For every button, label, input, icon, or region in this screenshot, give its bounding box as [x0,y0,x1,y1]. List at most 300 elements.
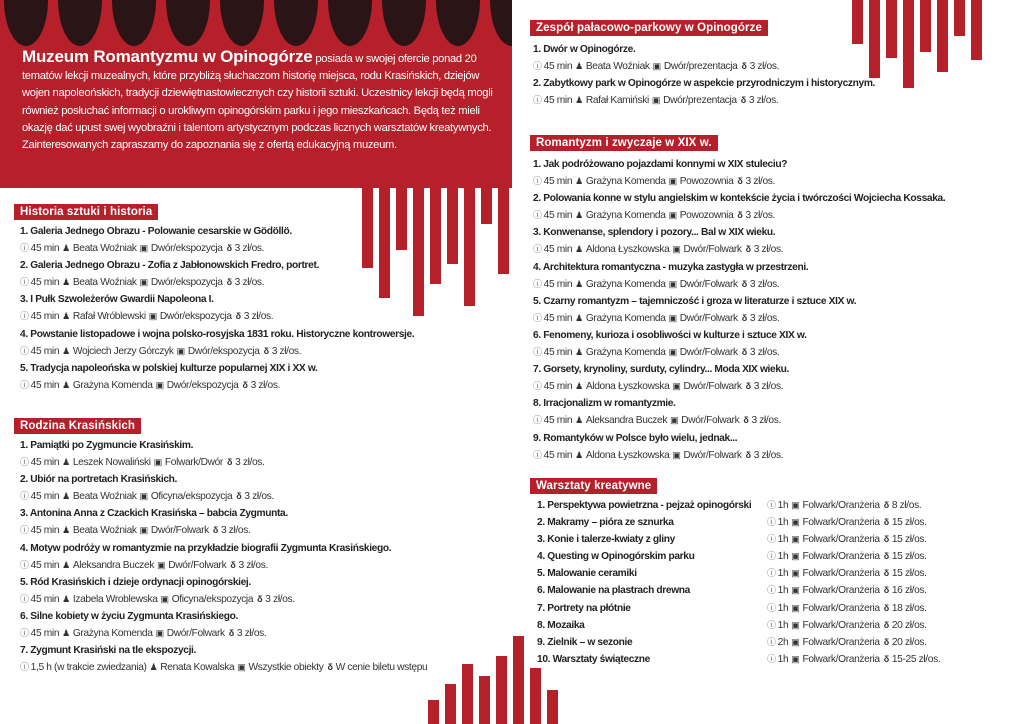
lesson-teacher: Leszek Nowaliński [72,457,151,469]
clock-icon: ⓘ [20,593,29,604]
lesson-duration: 45 min [543,210,573,222]
money-bag-icon: δ [263,345,269,356]
lesson-price: 3 zł/os. [234,243,265,255]
money-bag-icon: δ [883,602,889,613]
clock-icon: ⓘ [20,559,29,570]
lesson-duration: 45 min [543,244,573,256]
money-bag-icon: δ [883,653,889,664]
workshop-title: 3. Konie i talerze-kwiaty z gliny [537,534,675,546]
decorative-arch [490,0,512,46]
lesson-teacher: Grażyna Komenda [585,312,666,324]
workshop-item [537,514,1007,531]
money-bag-icon: δ [883,500,889,510]
camera-icon: ▣ [791,534,800,545]
lesson-details [533,241,1003,258]
workshop-location: Folwark/Oranżeria [802,534,880,546]
lesson-teacher: Aldona Łyszkowska [585,449,670,461]
lesson-duration: 45 min [30,525,60,537]
lesson-details [20,625,500,642]
camera-icon: ▣ [668,278,677,289]
person-icon: ♟ [149,662,158,673]
lesson-duration: 45 min [30,345,60,357]
clock-icon: ⓘ [20,662,29,673]
money-bag-icon: δ [883,517,889,528]
lesson-location: Dwór/Folwark [681,415,740,427]
workshop-details [767,497,921,514]
person-icon: ♟ [575,244,583,255]
lesson-list-historia [20,223,480,394]
clock-icon: ⓘ [767,500,776,510]
lesson-title: 1. Pamiątki po Zygmuncie Krasińskim. [20,440,194,451]
money-bag-icon: δ [745,381,751,392]
workshop-title: 1. Perspektywa powietrzna - pejzaż opinogórski [537,500,752,511]
lesson-details [20,454,500,471]
workshop-location: Folwark/Oranżeria [802,585,880,597]
lesson-title: 5. Tradycja napoleońska w polskiej kulturze popularnej XIX i XX w. [20,362,318,374]
workshop-location: Folwark/Oranżeria [802,602,880,614]
person-icon: ♟ [62,593,70,604]
clock-icon: ⓘ [533,176,542,187]
lesson-location: Dwór/ekspozycja [166,379,239,391]
lesson-list-zespol [533,41,1003,109]
section-title-rodzina: Rodzina Krasińskich [14,418,141,434]
camera-icon: ▣ [668,210,677,221]
money-bag-icon: δ [741,61,747,72]
workshop-duration: 1h [777,551,789,563]
lesson-duration: 45 min [543,278,573,290]
lesson-details [20,557,500,574]
person-icon: ♟ [575,347,583,358]
money-bag-icon: δ [327,662,333,673]
clock-icon: ⓘ [533,244,542,255]
lesson-teacher: Grażyna Komenda [72,379,153,391]
workshop-duration: 1h [777,568,789,580]
lesson-price: 3 zł/os. [745,210,776,222]
lesson-price: 3 zł/os. [221,525,251,537]
lesson-price: 3 zł/os. [745,176,776,188]
lesson-location: Dwór/Folwark [683,381,742,393]
lesson-price: 3 zł/os. [748,95,779,107]
clock-icon: ⓘ [533,61,542,72]
lesson-details [20,659,500,676]
decorative-bar [428,700,439,724]
workshop-duration: 2h [777,636,789,648]
workshop-price: 20 zł/os. [891,636,927,648]
lesson-location: Oficyna/ekspozycja [171,593,254,605]
decorative-arch [328,0,372,46]
workshop-location: Folwark/Oranżeria [802,619,880,631]
workshop-price: 15 zł/os. [891,517,927,529]
workshop-title: 4. Questing w Opinogórskim parku [537,551,695,563]
workshop-item [537,617,1007,634]
lesson-duration: 45 min [30,311,60,323]
camera-icon: ▣ [157,559,166,570]
workshop-item [537,497,1007,514]
camera-icon: ▣ [139,491,148,502]
lesson-location: Dwór/prezentacja [663,95,737,107]
money-bag-icon: δ [228,628,234,639]
lesson-location: Dwór/ekspozycja [150,277,223,289]
section-title-romantyzm: Romantyzm i zwyczaje w XIX w. [530,135,718,151]
lesson-details [20,274,480,291]
workshop-price: 8 zł/os. [891,500,922,511]
lesson-teacher: Aleksandra Buczek [585,415,668,427]
workshop-item [537,548,1007,565]
workshop-item [537,634,1007,651]
decorative-arch [274,0,318,46]
person-icon: ♟ [575,381,583,392]
camera-icon: ▣ [791,619,800,630]
person-icon: ♟ [575,61,583,72]
lesson-title: 9. Romantyków w Polsce było wielu, jednak... [533,432,738,444]
lesson-title: 2. Galeria Jednego Obrazu - Zofia z Jabłonowskich Fredro, portret. [20,260,320,272]
lesson-title: 5. Ród Krasińskich i dzieje ordynacji opinogórskiej. [20,576,251,588]
person-icon: ♟ [575,278,583,289]
lesson-title: 1. Dwór w Opinogórze. [533,44,636,55]
lesson-teacher: Wojciech Jerzy Górczyk [72,345,174,357]
money-bag-icon: δ [226,277,232,288]
person-icon: ♟ [62,491,70,502]
workshop-details [767,565,927,582]
lesson-title: 4. Powstanie listopadowe i wojna polsko-rosyjska 1831 roku. Historyczne kontrowersje. [20,328,415,340]
workshop-details [767,514,927,531]
workshop-details [767,531,927,548]
person-icon: ♟ [62,345,70,356]
lesson-duration: 45 min [30,379,60,391]
lesson-teacher: Grażyna Komenda [585,278,666,290]
decorative-arch [436,0,480,46]
workshop-item [537,531,1007,548]
money-bag-icon: δ [883,585,889,596]
clock-icon: ⓘ [20,525,29,536]
workshop-title: 2. Makramy – pióra ze sznurka [537,517,674,529]
lesson-details [20,522,500,539]
camera-icon: ▣ [791,585,800,596]
workshop-details [767,582,927,599]
workshop-duration: 1h [777,619,789,631]
workshop-details [767,634,927,651]
money-bag-icon: δ [230,559,236,570]
person-icon: ♟ [62,243,70,254]
intro-banner [0,0,512,188]
lesson-details [20,377,480,394]
camera-icon: ▣ [791,602,800,613]
lesson-title: 4. Motyw podróży w romantyzmie na przykładzie biografii Zygmunta Krasińskiego. [20,542,392,554]
lesson-duration: 45 min [30,559,60,571]
money-bag-icon: δ [737,210,743,221]
decorative-arch [58,0,102,46]
lesson-duration: 45 min [543,176,573,188]
lesson-teacher: Grażyna Komenda [72,628,153,640]
workshop-location: Folwark/Oranżeria [802,653,880,665]
workshop-item [537,582,1007,599]
lesson-list-romantyzm [533,156,1003,464]
workshop-details [767,548,927,565]
workshop-price: 15-25 zł/os. [891,653,941,665]
person-icon: ♟ [62,379,70,390]
person-icon: ♟ [575,210,583,221]
lesson-title: 1. Jak podróżowano pojazdami konnymi w XIX stuleciu? [533,159,788,170]
workshop-details [767,617,927,634]
lesson-duration: 45 min [30,277,60,289]
workshop-details [767,600,927,617]
clock-icon: ⓘ [20,311,29,322]
camera-icon: ▣ [672,381,681,392]
museum-title: Muzeum Romantyzmu w Opinogórze [22,47,313,66]
lesson-price: 3 zł/os. [234,277,265,289]
person-icon: ♟ [62,525,70,536]
clock-icon: ⓘ [533,312,542,323]
camera-icon: ▣ [791,517,800,528]
clock-icon: ⓘ [533,415,542,426]
clock-icon: ⓘ [767,585,776,596]
workshop-location: Folwark/Oranżeria [802,551,880,563]
lesson-title: 7. Gorsety, krynoliny, surduty, cylindry... Moda XIX wieku. [533,364,789,376]
lesson-title: 4. Architektura romantyczna - muzyka zastygła w przestrzeni. [533,261,809,273]
camera-icon: ▣ [791,653,800,664]
lesson-duration: 1,5 h (w trakcie zwiedzania) [30,662,147,674]
lesson-title: 3. Konwenanse, splendory i pozory... Bal w XIX wieku. [533,227,776,239]
lesson-price: 3 zł/os. [753,244,784,256]
decorative-arch [382,0,426,46]
workshop-location: Folwark/Oranżeria [802,636,880,648]
workshop-price: 15 zł/os. [891,534,927,546]
lesson-location: Dwór/ekspozycja [159,311,232,323]
lesson-title: 6. Silne kobiety w życiu Zygmunta Krasińskiego. [20,610,238,622]
lesson-location: Dwór/Folwark [679,347,738,359]
money-bag-icon: δ [883,534,889,545]
money-bag-icon: δ [883,619,889,630]
camera-icon: ▣ [153,457,162,468]
decorative-bar [481,188,492,224]
lesson-title: 5. Czarny romantyzm – tajemniczość i groza w literaturze i sztuce XIX w. [533,295,857,307]
lesson-details [533,412,1003,429]
lesson-teacher: Beata Woźniak [72,277,137,289]
decorative-bar [954,0,965,36]
workshop-details [767,651,940,668]
camera-icon: ▣ [668,347,677,358]
camera-icon: ▣ [668,312,677,323]
workshop-duration: 1h [777,653,789,665]
money-bag-icon: δ [257,593,263,604]
lesson-title: 1. Galeria Jednego Obrazu - Polowanie cesarskie w Gödöllö. [20,226,292,237]
lesson-teacher: Aldona Łyszkowska [585,381,670,393]
workshop-duration: 1h [777,602,789,614]
lesson-price: 3 zł/os. [244,491,274,503]
lesson-duration: 45 min [543,347,573,359]
camera-icon: ▣ [791,551,800,562]
lesson-details [533,173,1003,190]
person-icon: ♟ [62,457,70,468]
lesson-price: 3 zł/os. [749,61,780,73]
clock-icon: ⓘ [767,619,776,630]
lesson-details [533,378,1003,395]
workshop-price: 15 zł/os. [891,568,927,580]
intro-text [22,48,498,154]
person-icon: ♟ [62,559,70,570]
camera-icon: ▣ [652,61,661,72]
workshop-duration: 1h [777,534,789,546]
lesson-teacher: Grażyna Komenda [585,210,666,222]
money-bag-icon: δ [226,457,233,468]
decorative-bar [513,636,524,724]
lesson-teacher: Beata Woźniak [72,243,137,255]
lesson-duration: 45 min [543,61,573,73]
lesson-location: Wszystkie obiekty [248,662,324,674]
workshop-title: 5. Malowanie ceramiki [537,568,637,580]
workshop-item [537,651,1007,668]
money-bag-icon: δ [883,568,889,579]
decorative-bar [547,690,558,724]
lesson-teacher: Aldona Łyszkowska [585,244,670,256]
lesson-location: Oficyna/ekspozycja [150,491,233,503]
clock-icon: ⓘ [533,381,542,392]
workshop-title: 8. Mozaika [537,619,585,631]
money-bag-icon: δ [741,347,747,358]
clock-icon: ⓘ [767,653,776,664]
workshop-duration: 1h [777,500,789,511]
lesson-duration: 45 min [543,415,573,427]
clock-icon: ⓘ [533,347,542,358]
person-icon: ♟ [575,312,583,323]
workshop-duration: 1h [777,517,789,529]
clock-icon: ⓘ [20,457,29,468]
money-bag-icon: δ [741,312,747,323]
lesson-details [533,58,1003,75]
lesson-duration: 45 min [543,381,573,393]
decorative-arch [4,0,48,46]
lesson-teacher: Rafał Wróblewski [72,311,146,323]
lesson-teacher: Rafał Kamiński [585,95,649,107]
camera-icon: ▣ [672,244,681,255]
lesson-title: 6. Fenomeny, kurioza i osobliwości w kulturze i sztuce XIX w. [533,329,807,341]
camera-icon: ▣ [668,176,677,187]
clock-icon: ⓘ [767,517,776,528]
lesson-location: Dwór/prezentacja [663,61,738,73]
lesson-duration: 45 min [30,628,60,640]
lesson-location: Dwór/Folwark [679,312,738,324]
money-bag-icon: δ [235,311,241,322]
workshop-item [537,565,1007,582]
decorative-arch [166,0,210,46]
lesson-teacher: Izabela Wroblewska [72,593,158,605]
lesson-price: 3 zł/os. [265,593,295,605]
person-icon: ♟ [62,311,70,322]
decorative-bar [852,0,863,44]
camera-icon: ▣ [791,500,800,510]
clock-icon: ⓘ [533,95,542,106]
lesson-details [533,447,1003,464]
lesson-price: 3 zł/os. [238,559,268,571]
camera-icon: ▣ [148,311,157,322]
clock-icon: ⓘ [20,243,29,254]
camera-icon: ▣ [139,277,148,288]
intro-body: posiada w swojej ofercie ponad 20 tematów lekcji muzealnych, które przybliżą słuchaczom historię miejsca, rodu Krasińskich, dziejów wojen napoleońskich, tradycji dziewiętnastowiecznych czy historii sztuki. Uczestnicy lekcji będą mogli również posłuchać informacji o urokliwym opinogórskim parku i jego mieszkańcach. Będą też mieli okazję dać upust swej wyobraźni i talentom artystycznym podczas licznych warsztatów kreatywnych. Zainteresowanych zapraszamy do zapoznania się z ofertą edukacyjną muzeum. [22,53,493,152]
clock-icon: ⓘ [533,210,542,221]
lesson-duration: 45 min [30,593,60,605]
money-bag-icon: δ [737,176,743,187]
workshop-price: 20 zł/os. [891,619,927,631]
money-bag-icon: δ [745,449,751,460]
money-bag-icon: δ [745,244,751,255]
workshop-location: Folwark/Oranżeria [802,517,880,529]
lesson-price: 3 zł/os. [753,449,784,461]
lesson-price: 3 zł/os. [749,312,780,324]
clock-icon: ⓘ [767,568,776,579]
person-icon: ♟ [575,176,583,187]
lesson-duration: 45 min [543,312,573,324]
clock-icon: ⓘ [767,602,776,613]
section-title-warsztaty: Warsztaty kreatywne [530,478,657,494]
money-bag-icon: δ [883,636,889,647]
lesson-details [20,343,480,360]
lesson-price: 3 zł/os. [751,415,781,427]
lesson-price: 3 zł/os. [235,457,265,469]
workshop-price: 16 zł/os. [891,585,927,597]
lesson-title: 3. I Pułk Szwoleżerów Gwardii Napoleona I. [20,294,214,306]
workshop-duration: 1h [777,585,789,597]
money-bag-icon: δ [743,415,749,426]
person-icon: ♟ [575,449,583,460]
money-bag-icon: δ [226,243,232,254]
workshop-location: Folwark/Oranżeria [802,500,880,511]
person-icon: ♟ [575,95,583,106]
workshop-price: 18 zł/os. [891,602,927,614]
camera-icon: ▣ [670,415,679,426]
camera-icon: ▣ [176,345,185,356]
clock-icon: ⓘ [20,628,29,639]
camera-icon: ▣ [155,379,164,390]
money-bag-icon: δ [236,491,242,502]
camera-icon: ▣ [672,449,681,460]
lesson-duration: 45 min [543,449,573,461]
lesson-title: 2. Polowania konne w stylu angielskim w kontekście życia i twórczości Wojciecha Kossaka. [533,193,946,205]
lesson-location: Dwór/ekspozycja [187,345,260,357]
money-bag-icon: δ [242,379,248,390]
money-bag-icon: δ [740,95,746,106]
lesson-teacher: Aleksandra Buczek [72,559,155,571]
lesson-list-rodzina [20,437,500,676]
decorative-bar [479,676,490,724]
lesson-title: 8. Irracjonalizm w romantyzmie. [533,398,676,410]
lesson-details [533,310,1003,327]
lesson-price: 3 zł/os. [749,347,780,359]
workshop-price: 15 zł/os. [891,551,927,563]
clock-icon: ⓘ [533,449,542,460]
money-bag-icon: δ [741,278,747,289]
lesson-price: 3 zł/os. [243,311,274,323]
clock-icon: ⓘ [767,534,776,545]
lesson-location: Folwark/Dwór [164,457,223,469]
camera-icon: ▣ [139,525,148,536]
lesson-details [533,92,1003,109]
section-title-historia: Historia sztuki i historia [14,204,158,220]
lesson-teacher: Renata Kowalska [160,662,235,674]
section-title-zespol: Zespół pałacowo-parkowy w Opinogórze [530,20,768,36]
camera-icon: ▣ [791,568,800,579]
lesson-location: Dwór/Folwark [679,278,738,290]
lesson-location: Powozownia [679,176,734,188]
clock-icon: ⓘ [20,379,29,390]
lesson-details [20,591,500,608]
camera-icon: ▣ [791,636,800,647]
person-icon: ♟ [62,277,70,288]
lesson-details [533,344,1003,361]
workshop-title: 10. Warsztaty świąteczne [537,653,650,665]
camera-icon: ▣ [160,593,169,604]
lesson-title: 7. Zygmunt Krasiński na tle ekspozycji. [20,645,197,657]
lesson-title: 2. Zabytkowy park w Opinogórze w aspekcie przyrodniczym i historycznym. [533,78,876,90]
